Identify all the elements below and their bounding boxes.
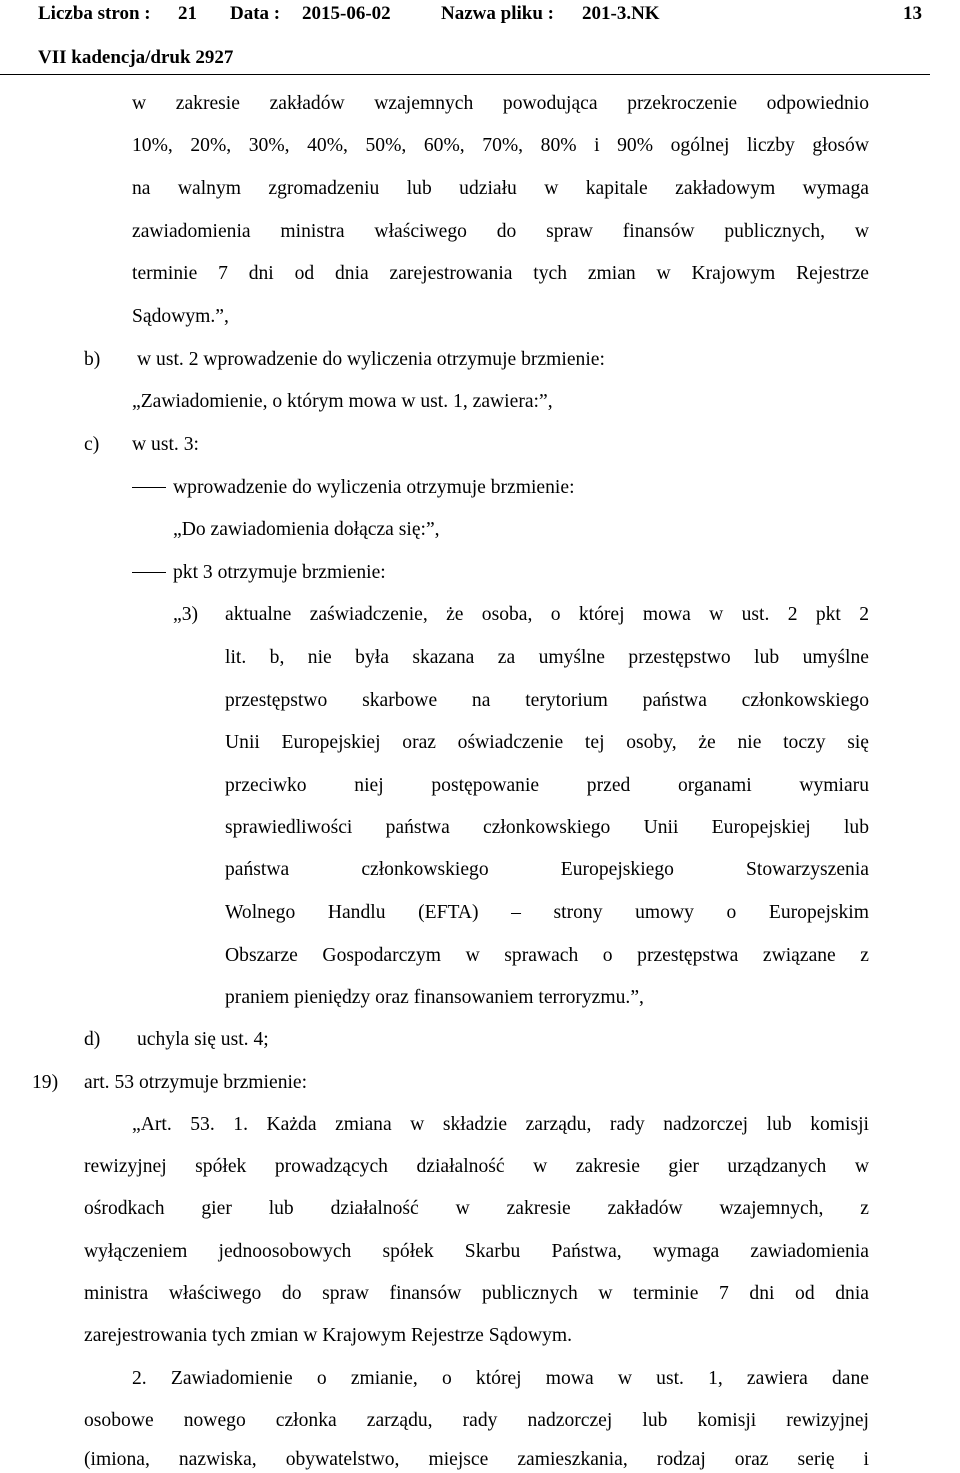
pkt3-line: sprawiedliwości państwa członkowskiego Unii Europejskiej lub (225, 817, 869, 838)
dash-quote: „Do zawiadomienia dołącza się:”, (173, 519, 440, 540)
item-text: w ust. 2 wprowadzenie do wyliczenia otrzymuje brzmienie: (137, 349, 605, 370)
text-line: 10%, 20%, 30%, 40%, 50%, 60%, 70%, 80% i 90% ogólnej liczby głosów (132, 135, 869, 156)
file-label: Nazwa pliku : (441, 3, 554, 24)
dash-text: pkt 3 otrzymuje brzmienie: (173, 562, 386, 583)
text-line: zarejestrowania tych zmian w Krajowym Rejestrze Sądowym. (84, 1325, 573, 1346)
page-number: 13 (903, 3, 922, 24)
text-line: ośrodkach gier lub działalność w zakresie zakładów wzajemnych, z (84, 1198, 869, 1219)
pkt3-line: Obszarze Gospodarczym w sprawach o przestępstwa związane z (225, 945, 869, 966)
pkt3-marker: „3) (173, 604, 199, 625)
text-line: zawiadomienia ministra właściwego do spraw finansów publicznych, w (132, 221, 869, 242)
pkt3-line: lit. b, nie była skazana za umyślne przestępstwo lub umyślne (225, 647, 869, 668)
text-line: rewizyjnej spółek prowadzących działalność w zakresie gier urządzanych w (84, 1156, 869, 1177)
dash-text: wprowadzenie do wyliczenia otrzymuje brzmienie: (173, 477, 575, 498)
text-line: osobowe nowego członka zarządu, rady nadzorczej lub komisji rewizyjnej (84, 1410, 869, 1431)
dash-marker (132, 572, 166, 573)
pkt3-line: państwa członkowskiego Europejskiego Stowarzyszenia (225, 859, 869, 880)
pkt3-line: aktualne zaświadczenie, że osoba, o której mowa w ust. 2 pkt 2 (225, 604, 869, 625)
text-line: (imiona, nazwiska, obywatelstwo, miejsce zamieszkania, rodzaj oraz serię i (84, 1449, 869, 1470)
text-line: na walnym zgromadzeniu lub udziału w kapitale zakładowym wymaga (132, 178, 869, 199)
item-quote: „Zawiadomienie, o którym mowa w ust. 1, zawiera:”, (132, 391, 553, 412)
file-value: 201-3.NK (582, 3, 660, 24)
pkt3-line: Unii Europejskiej oraz oświadczenie tej osoby, że nie toczy się (225, 732, 869, 753)
pkt3-line: przestępstwo skarbowe na terytorium państwa członkowskiego (225, 690, 869, 711)
dash-marker (132, 487, 166, 488)
text-line: terminie 7 dni od dnia zarejestrowania tych zmian w Krajowym Rejestrze (132, 263, 869, 284)
text-line: 2. Zawiadomienie o zmianie, o której mowa w ust. 1, zawiera dane (132, 1368, 869, 1389)
item-text: uchyla się ust. 4; (137, 1029, 269, 1050)
text-line: wyłączeniem jednoosobowych spółek Skarbu Państwa, wymaga zawiadomienia (84, 1241, 869, 1262)
term-print: VII kadencja/druk 2927 (38, 47, 234, 68)
text-line: „Art. 53. 1. Każda zmiana w składzie zarządu, rady nadzorczej lub komisji (132, 1114, 869, 1135)
item-marker: b) (84, 349, 101, 370)
item-marker: c) (84, 434, 100, 455)
text-line: ministra właściwego do spraw finansów publicznych w terminie 7 dni od dnia (84, 1283, 869, 1304)
pkt3-line: Wolnego Handlu (EFTA) – strony umowy o Europejskim (225, 902, 869, 923)
header-rule (0, 74, 930, 75)
date-label: Data : (230, 3, 281, 24)
pages-label: Liczba stron : (38, 3, 151, 24)
item-text: w ust. 3: (132, 434, 199, 455)
item-text: art. 53 otrzymuje brzmienie: (84, 1072, 308, 1093)
pkt3-line: przeciwko niej postępowanie przed organami wymiaru (225, 775, 869, 796)
date-value: 2015-06-02 (302, 3, 391, 24)
text-line: Sądowym.”, (132, 306, 229, 327)
text-line: w zakresie zakładów wzajemnych powodująca przekroczenie odpowiednio (132, 93, 869, 114)
pkt3-line: praniem pieniędzy oraz finansowaniem terroryzmu.”, (225, 987, 644, 1008)
item-marker: 19) (32, 1072, 59, 1093)
pages-value: 21 (178, 3, 197, 24)
item-marker: d) (84, 1029, 101, 1050)
